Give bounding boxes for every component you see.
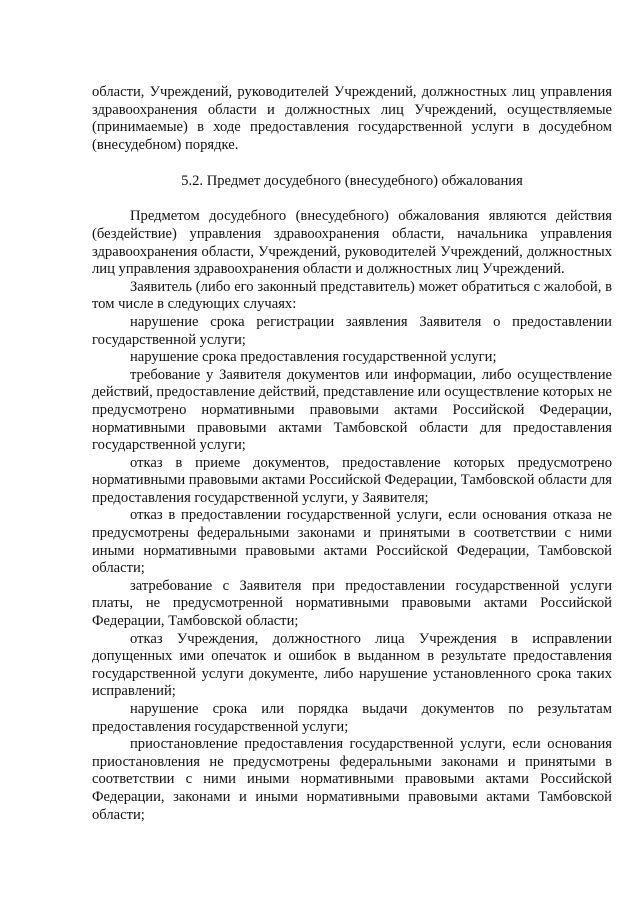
list-item: нарушение срока или порядка выдачи документов по результатам предоставления государственной услуги; (92, 701, 612, 735)
document-page (92, 84, 612, 824)
list-item: нарушение срока предоставления государственной услуги; (130, 349, 497, 366)
list-item: приостановление предоставления государственной услуги, если основания приостановления не предусмотрены федеральными законами и принятыми в соответствии с ними иными нормативными правовыми актами Российской Федерации, законами и иными нормативными правовыми актами Тамбовской области; (92, 736, 612, 823)
list-item: отказ в предоставлении государственной услуги, если основания отказа не предусмотрены федеральными законами и принятыми в соответствии с ними иными нормативными правовыми актами Российской Федерации, Тамбовской области; (92, 507, 612, 577)
paragraph: Заявитель (либо его законный представитель) может обратиться с жалобой, в том числе в следующих случаях: (92, 278, 612, 313)
list-item: отказ в приеме документов, предоставление которых предусмотрено нормативными правовыми актами Российской Федерации, Тамбовской области для предоставления государственной услуги, у Заявителя; (92, 454, 612, 506)
paragraph: Предметом досудебного (внесудебного) обжалования являются действия (бездействие) управления здравоохранения области, начальника управления здравоохранения области, Учреждений, руководителей Учреждений, должностных лиц управления здравоохранения области и должностных лиц Учреждений. (92, 208, 612, 278)
list-item: нарушение срока регистрации заявления Заявителя о предоставлении государственной услуги; (92, 313, 612, 348)
section-heading: 5.2. Предмет досудебного (внесудебного) обжалования (181, 173, 523, 190)
list-item: отказ Учреждения, должностного лица Учреждения в исправлении допущенных ими опечаток и ошибок в выданном в результате предоставления государственной услуги документе, либо нарушение установленного срока таких исправлений; (92, 630, 612, 700)
list-item: затребование с Заявителя при предоставлении государственной услуги платы, не предусмотренной нормативными правовыми актами Российской Федерации, Тамбовской области; (92, 577, 612, 630)
list-item: требование у Заявителя документов или информации, либо осуществление действий, предоставление действий, представление или осуществление которых не предусмотрено нормативными правовыми актами Российской Федерации, нормативными правовыми актами Тамбовской области для предоставления государственной услуги; (92, 366, 612, 454)
intro-paragraph: области, Учреждений, руководителей Учреждений, должностных лиц управления здравоохранения области и должностных лиц Учреждений, осуществляемые (принимаемые) в ходе предоставления государственной услуги в досудебном (внесудебном) порядке. (92, 84, 612, 153)
